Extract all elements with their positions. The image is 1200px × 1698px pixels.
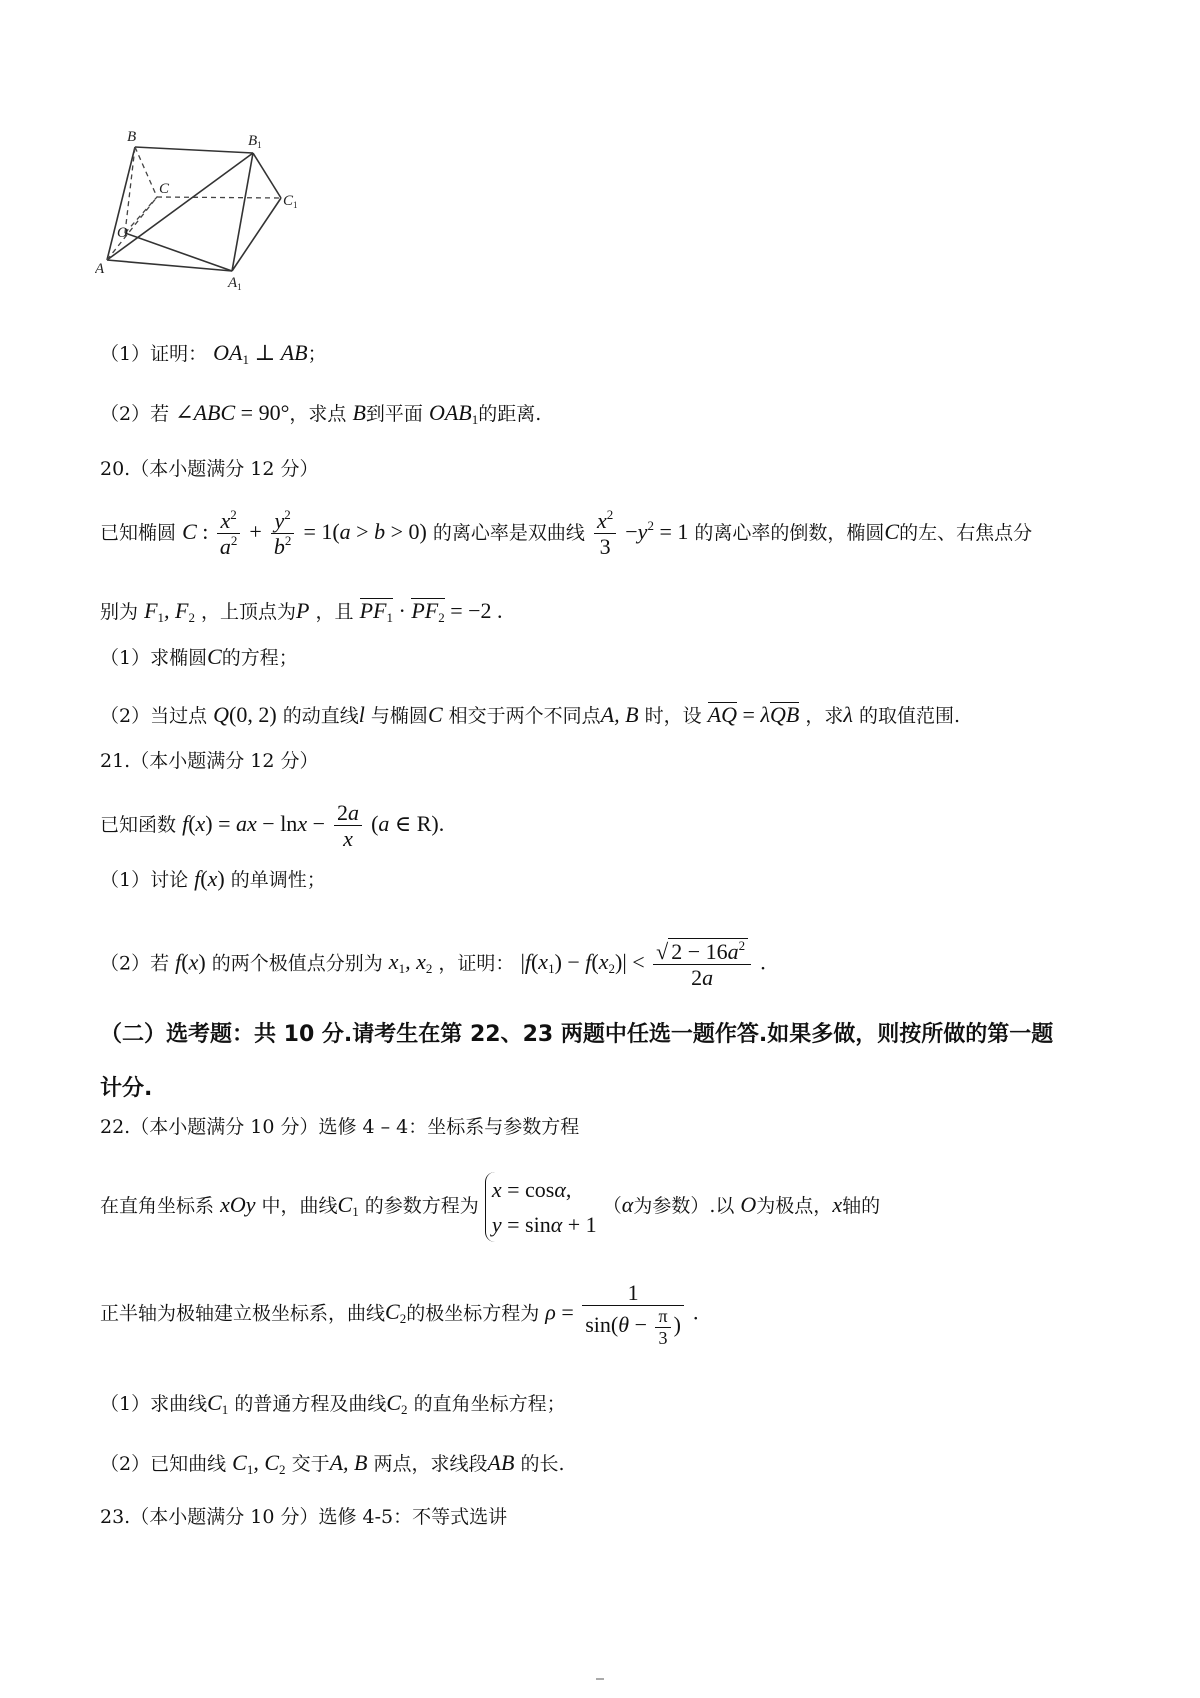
q20-part1: （1）求椭圆C的方程； <box>100 644 298 669</box>
label-A1: $A_1$ <box>228 275 242 292</box>
edge-O-B <box>125 147 135 233</box>
q22-header: 22.（本小题满分 10 分）选修 4 – 4：坐标系与参数方程 <box>100 1116 580 1138</box>
edge-B-C <box>135 147 157 197</box>
label-O: O <box>117 225 128 241</box>
edge-B1-C1 <box>253 153 281 198</box>
q21-intro: 已知函数 f(x) = ax − lnx − $\frac{2a}{x}$ (a ∈ R). <box>100 800 445 852</box>
q20-line2: 别为 $F_1$, $F_2$ ，上顶点为P ，且 $PF_1 \cdot PF_2 = -2$ . <box>100 598 503 625</box>
q19-part2: （2）若 ∠ABC = 90°，求点 B到平面 $OAB_1$的距离. <box>100 400 542 427</box>
q22-line2: 正半轴为极轴建立极坐标系，曲线$C_2$的极坐标方程为 ρ = 1 sin(θ − $\frac{\pi}{3}$ ) . <box>100 1280 699 1348</box>
edge-C-C1 <box>157 197 281 198</box>
section2-line2: 计分. <box>100 1076 153 1101</box>
label-C: C <box>159 181 170 197</box>
q20-intro: 已知椭圆 C : $\frac{x^2}{a^2}$ + $\frac{y^2}{b^2}$ = 1(a > b > 0) 的离心率是双曲线 $\frac{x^2}{3}$ $-y^2 = 1$ 的离心率的倒数，椭圆C的左、右焦点分 <box>100 507 1033 560</box>
q21-header: 21.（本小题满分 12 分） <box>100 750 319 772</box>
q22-part2: （2）已知曲线 $C_1$, $C_2$ 交于A, B 两点，求线段AB 的长. <box>100 1450 565 1477</box>
label-B1: $B_1$ <box>248 133 262 150</box>
edge-A1-C1 <box>232 198 281 271</box>
label-C1: $C_1$ <box>283 193 298 210</box>
q22-part1: （1）求曲线$C_1$ 的普通方程及曲线$C_2$ 的直角坐标方程； <box>100 1390 566 1417</box>
q23-header: 23.（本小题满分 10 分）选修 4-5：不等式选讲 <box>100 1506 508 1528</box>
q20-header: 20.（本小题满分 12 分） <box>100 458 319 480</box>
prism-figure <box>95 125 335 295</box>
edge-A-A1 <box>107 260 232 271</box>
edge-B-B1 <box>135 147 253 153</box>
q19-part1: （1）证明： $OA_1$ ⊥ AB； <box>100 340 327 367</box>
page-footer-mark <box>596 1678 604 1680</box>
section2-line1: （二）选考题：共 10 分.请考生在第 22、23 两题中任选一题作答.如果多做，则按所做的第一题 <box>100 1022 1054 1047</box>
label-B: B <box>127 129 137 145</box>
q21-part2: （2）若 f(x) 的两个极值点分别为 $x_1$, $x_2$ ，证明： $|f(x_1) - f(x_2)|$ < $\frac{√ 2 - 16a^2}{2a}$ . <box>100 938 766 991</box>
q22-intro: 在直角坐标系 xOy 中，曲线$C_1$ 的参数方程为 x = cosα, y = sinα + 1 （α为参数）.以 O为极点，x轴的 <box>100 1172 880 1242</box>
q20-part2: （2）当过点 Q(0, 2) 的动直线l 与椭圆C 相交于两个不同点A, B 时，设 AQ = λQB ，求λ 的取值范围. <box>100 702 960 727</box>
q21-part1: （1）讨论 f(x) 的单调性； <box>100 866 326 891</box>
label-A: A <box>95 261 105 277</box>
edge-O-A1 <box>125 233 232 271</box>
edge-A1-B1 <box>232 153 253 271</box>
